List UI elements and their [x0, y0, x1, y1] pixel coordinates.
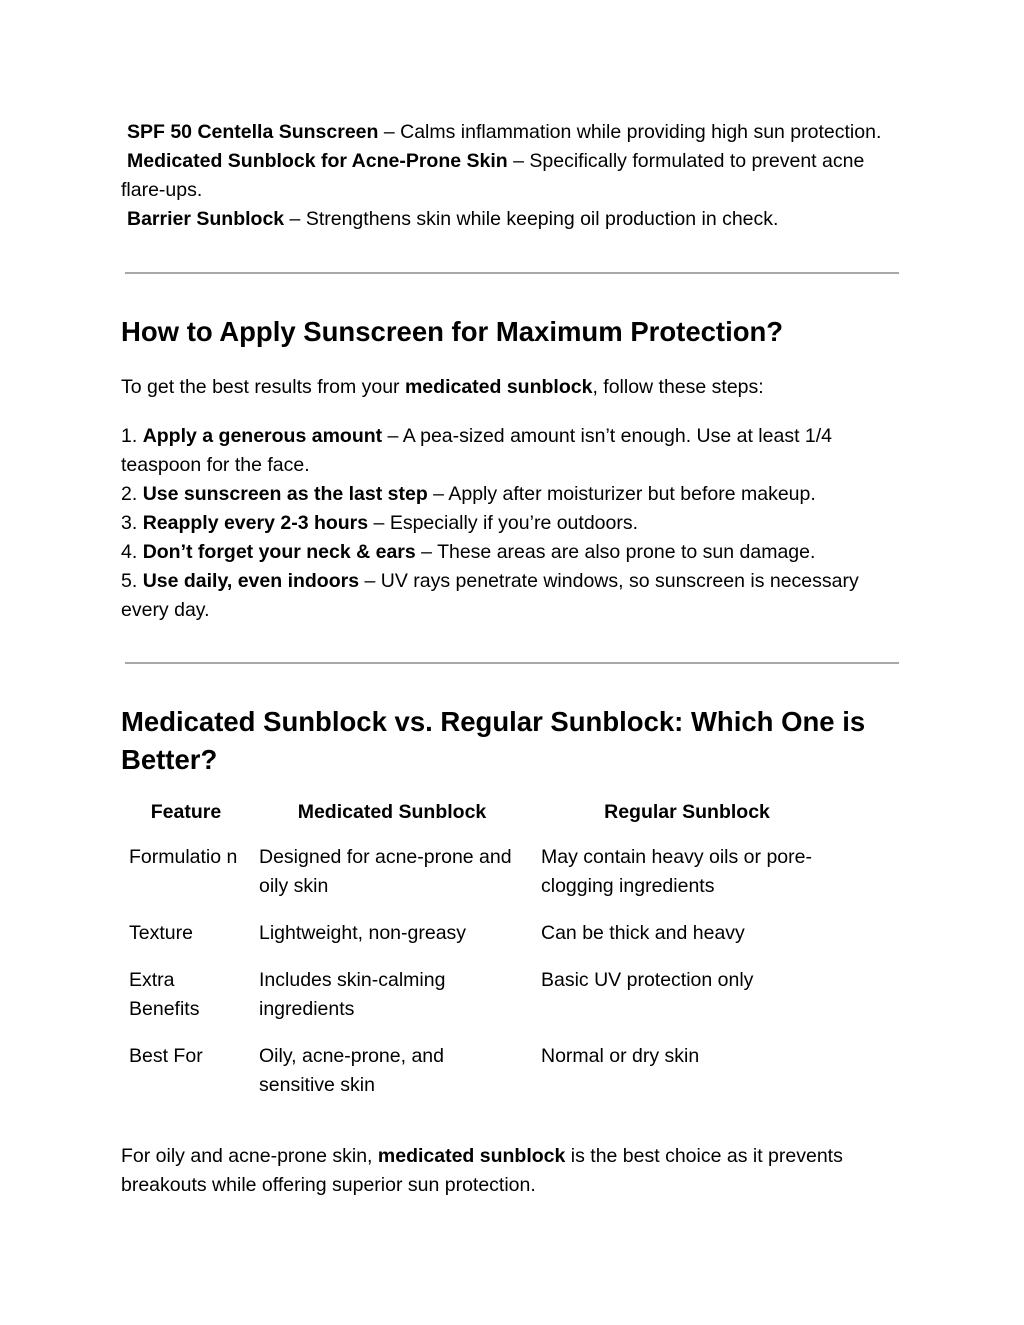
step-description: These areas are also prone to sun damage. [437, 541, 816, 563]
table-header-row [121, 794, 841, 843]
step-number: 3. [121, 512, 143, 534]
product-description: Specifically formulated to prevent acne flare-ups. [121, 150, 865, 201]
step-description: A pea-sized amount isn’t enough. Use at least 1/4 teaspoon for the face. [121, 425, 833, 476]
table-row [121, 966, 841, 1042]
separator: – [507, 150, 530, 172]
conclusion-text-end: is the best choice as it prevents breakouts while offering superior sun protection. [121, 1145, 843, 1196]
table-cell: Best For [129, 1045, 203, 1067]
separator: – [427, 483, 449, 505]
table-cell: Lightweight, non-greasy [259, 922, 467, 944]
table-cell: Basic UV protection only [541, 969, 754, 991]
column-header: Regular Sunblock [604, 801, 770, 823]
product-name: Barrier Sunblock [127, 208, 285, 230]
comparison-table [121, 794, 841, 1118]
separator: – [359, 570, 381, 592]
step-title: Use sunscreen as the last step [142, 483, 428, 505]
step-item [121, 538, 911, 567]
intro-paragraph [121, 373, 911, 402]
step-description: Especially if you’re outdoors. [389, 512, 639, 534]
step-title: Don’t forget your neck & ears [142, 541, 416, 563]
intro-text: To get the best results from your [121, 376, 405, 398]
table-row [121, 843, 841, 919]
conclusion-paragraph [121, 1142, 911, 1200]
step-item [121, 567, 911, 625]
list-item [121, 205, 911, 234]
table-cell: Extra Benefits [129, 969, 200, 1020]
table-cell: May contain heavy oils or pore-clogging ingredients [541, 846, 812, 897]
step-title: Apply a generous amount [142, 425, 383, 447]
intro-bold: medicated sunblock [404, 376, 593, 398]
step-number: 5. [121, 570, 143, 592]
separator: – [378, 121, 401, 143]
table-cell: Includes skin-calming ingredients [259, 969, 446, 1020]
table-cell: Oily, acne-prone, and sensitive skin [259, 1045, 444, 1096]
conclusion-text: For oily and acne-prone skin, [121, 1145, 378, 1167]
step-number: 2. [121, 483, 143, 505]
conclusion-bold: medicated sunblock [377, 1145, 566, 1167]
separator: – [368, 512, 390, 534]
steps-list [121, 422, 911, 625]
list-item [121, 118, 911, 147]
step-number: 1. [121, 425, 143, 447]
separator: – [382, 425, 403, 447]
product-list [121, 118, 911, 234]
step-number: 4. [121, 541, 143, 563]
separator: – [284, 208, 306, 230]
column-header: Feature [150, 801, 222, 823]
step-title: Reapply every 2-3 hours [142, 512, 369, 534]
step-item [121, 480, 911, 509]
column-header: Medicated Sunblock [297, 801, 487, 823]
horizontal-divider [125, 272, 899, 274]
table-cell: Can be thick and heavy [541, 922, 745, 944]
table-row [121, 919, 841, 966]
product-name: SPF 50 Centella Sunscreen [127, 121, 379, 143]
product-name: Medicated Sunblock for Acne-Prone Skin [127, 150, 508, 172]
step-title: Use daily, even indoors [142, 570, 360, 592]
table-cell: Normal or dry skin [541, 1045, 700, 1067]
separator: – [415, 541, 438, 563]
product-description: Strengthens skin while keeping oil production in check. [305, 208, 779, 230]
intro-text-end: , follow these steps: [592, 376, 764, 398]
table-row [121, 1042, 841, 1118]
horizontal-divider [125, 662, 899, 664]
table-cell: Formulatio n [129, 846, 238, 868]
step-description: Apply after moisturizer but before makeup. [448, 483, 816, 505]
step-item [121, 509, 911, 538]
step-description: UV rays penetrate windows, so sunscreen is necessary every day. [121, 570, 859, 621]
section-heading: How to Apply Sunscreen for Maximum Protection? [121, 316, 784, 347]
document-page [121, 118, 911, 1200]
list-item [121, 147, 911, 205]
table-cell: Designed for acne-prone and oily skin [259, 846, 512, 897]
section-heading: Medicated Sunblock vs. Regular Sunblock: Which One is Better? [121, 706, 866, 775]
step-item [121, 422, 911, 480]
product-description: Calms inflammation while providing high sun protection. [400, 121, 882, 143]
table-cell: Texture [129, 922, 193, 944]
